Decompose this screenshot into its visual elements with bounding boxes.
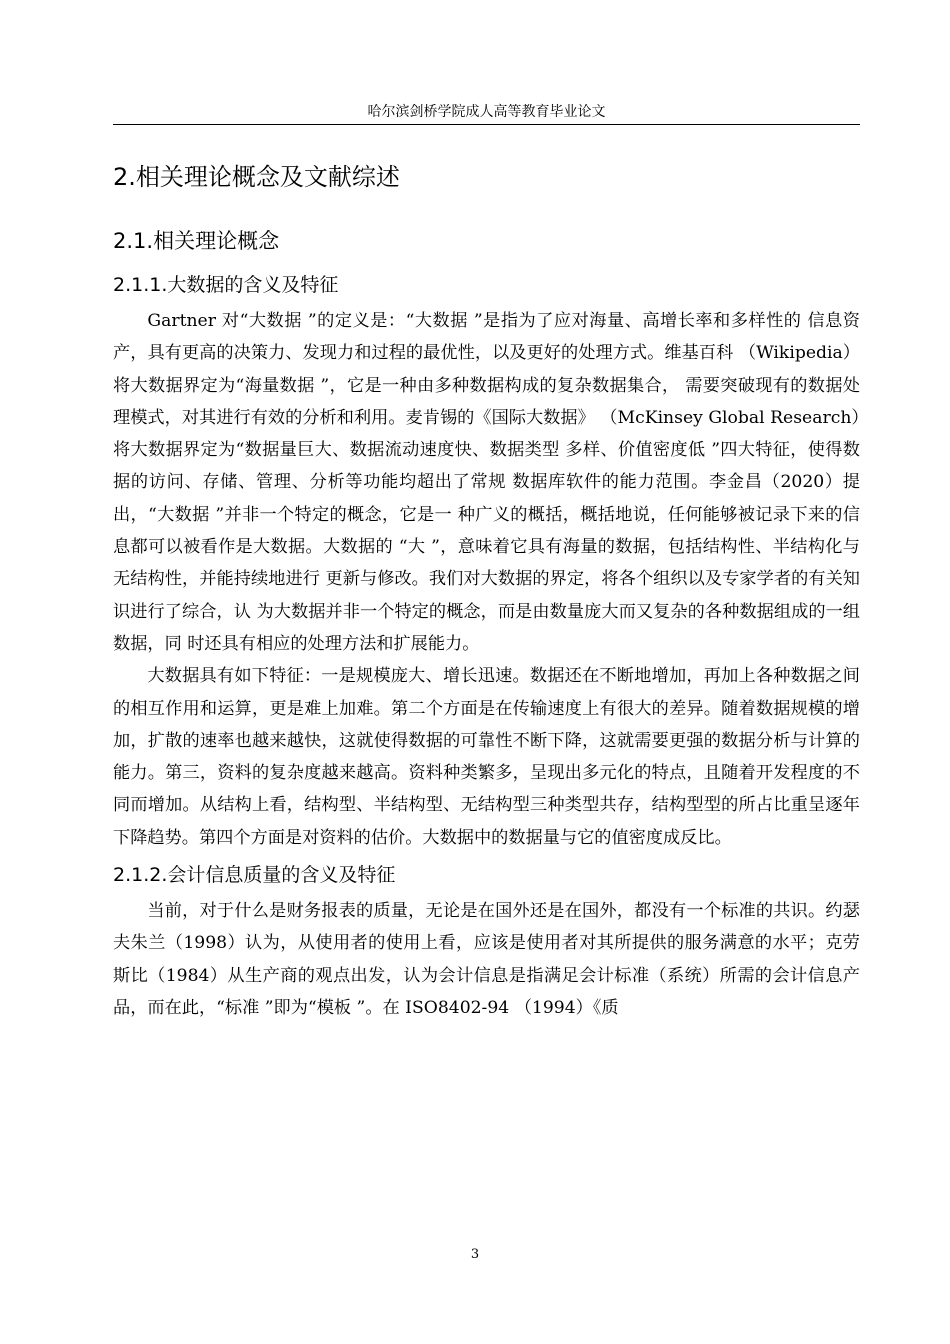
paragraph-big-data-features: 大数据具有如下特征：一是规模庞大、增长迅速。数据还在不断地增加，再加上各种数据之间的相互作用和运算，更是难上加难。第二个方面是在传输速度上有很大的差异。随着数据规模的增加，扩散的速率也越来越快，这就使得数据的可靠性不断下降，这就需要更强的数据分析与计算的能力。第三，资料的复杂度越来越高。资料种类繁多，呈现出多元化的特点，且随着开发程度的不同而增加。从结构上看，结构型、半结构型、无结构型三种类型共存，结构型型的所占比重呈逐年下降趋势。第四个方面是对资料的估价。大数据中的数据量与它的值密度成反比。 [113, 666, 860, 848]
subsection-title-accounting-quality: 2.1.2.会计信息质量的含义及特征 [113, 864, 396, 887]
running-header: 哈尔滨剑桥学院成人高等教育毕业论文 [367, 104, 606, 120]
page-number: 3 [470, 1247, 480, 1262]
paragraph-accounting-quality: 当前，对于什么是财务报表的质量，无论是在国外还是在国外，都没有一个标准的共识。约瑟夫朱兰（1998）认为，从使用者的使用上看，应该是使用者对其所提供的服务满意的水平；克劳斯比（1984）从生产商的观点出发，认为会计信息是指满足会计标准（系统）所需的会计信息产品，而在此，“标准 ”即为“模板 ”。在 ISO8402-94 （1994）《质 [113, 901, 860, 1018]
subsection-title-big-data: 2.1.1.大数据的含义及特征 [113, 274, 339, 296]
header-rule [113, 124, 860, 125]
paragraph-big-data-definition: Gartner 对“大数据 ”的定义是：“大数据 ”是指为了应对海量、高增长率和多样性的 信息资产，具有更高的决策力、发现力和过程的最优性，以及更好的处理方式。维基百科 （Wikipedia）将大数据界定为“海量数据 ”，它是一种由多种数据构成的复杂数据集合， 需要突破现有的数据处理模式，对其进行有效的分析和利用。麦肯锡的《国际大数据》 （McKinsey Global Research）将大数据界定为“数据量巨大、数据流动速度快、数据类型 多样、价值密度低 ”四大特征，使得数据的访问、存储、管理、分析等功能均超出了常规 数据库软件的能力范围。李金昌（2020）提出，“大数据 ”并非一个特定的概念，它是一 种广义的概括，概括地说，任何能够被记录下来的信息都可以被看作是大数据。大数据的 “大 ”，意味着它具有海量的数据，包括结构性、半结构化与无结构性，并能持续地进行 更新与修改。我们对大数据的界定，将各个组织以及专家学者的有关知识进行了综合，认 为大数据并非一个特定的概念，而是由数量庞大而又复杂的各种数据组成的一组数据，同 时还具有相应的处理方法和扩展能力。 [113, 311, 860, 654]
section-title: 2.1.相关理论概念 [113, 229, 280, 253]
page-content [113, 155, 860, 1024]
chapter-title: 2.相关理论概念及文献综述 [113, 163, 400, 191]
